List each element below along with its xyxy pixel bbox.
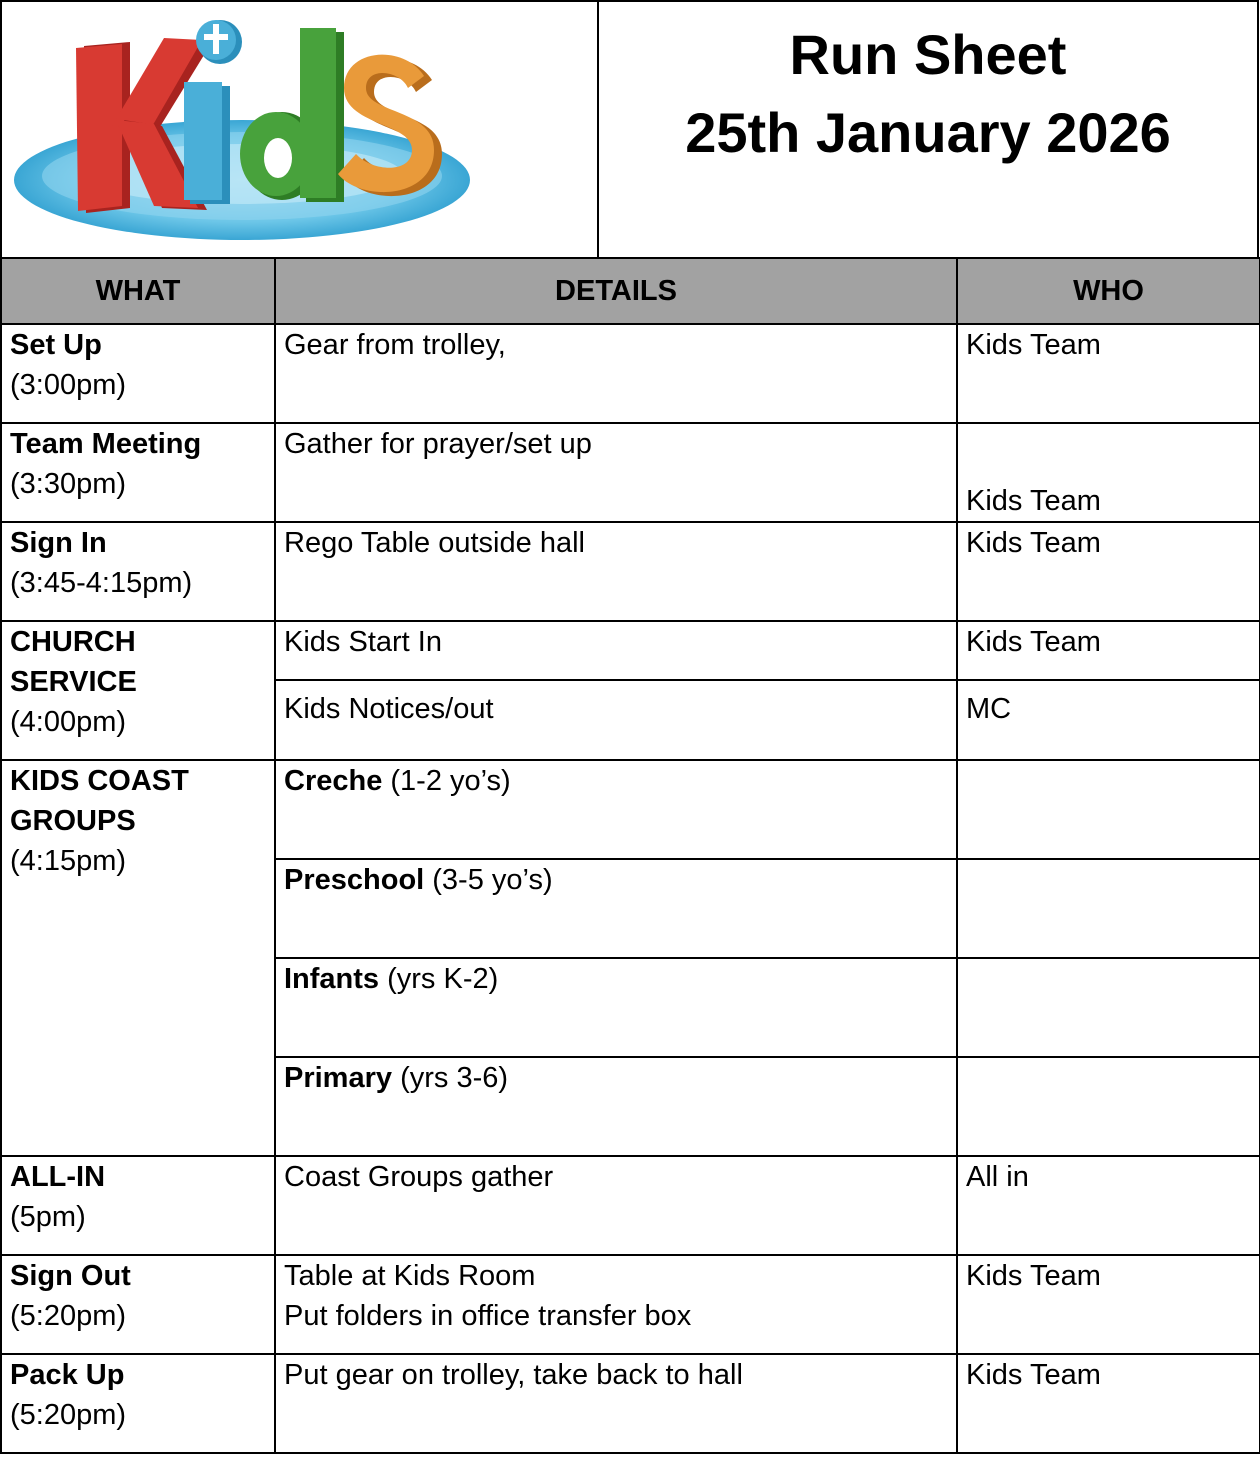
table-row [1, 1156, 1260, 1255]
what-cell [1, 324, 275, 423]
table-row [1, 423, 1260, 522]
what-cell [1, 522, 275, 621]
who-cell [957, 760, 1260, 859]
what-label: Sign Out [10, 1260, 131, 1292]
what-cell [1, 621, 275, 760]
who-cell: All in [957, 1156, 1260, 1255]
details-cell [275, 958, 957, 1057]
run-sheet-table [0, 257, 1260, 1454]
who-cell [957, 1057, 1260, 1156]
what-time: (5pm) [10, 1201, 86, 1233]
details-cell: Rego Table outside hall [275, 522, 957, 621]
group-ages: (1-2 yo’s) [382, 765, 511, 797]
group-ages: (yrs 3-6) [392, 1062, 509, 1094]
who-cell: Kids Team [957, 1255, 1260, 1354]
what-label: CHURCH [10, 626, 136, 658]
who-cell: Kids Team [957, 324, 1260, 423]
group-name: Primary [284, 1062, 393, 1094]
what-cell [1, 1354, 275, 1453]
details-cell: Kids Start In [275, 621, 957, 680]
what-cell [1, 1255, 275, 1354]
title-date: 25th January 2026 [685, 101, 1171, 164]
what-label: Set Up [10, 329, 102, 361]
table-row [1, 1255, 1260, 1354]
column-header-who: WHO [957, 258, 1260, 324]
group-name: Creche [284, 765, 383, 797]
table-row [1, 324, 1260, 423]
who-cell: MC [957, 680, 1260, 760]
what-time: (3:30pm) [10, 468, 127, 500]
table-row [1, 522, 1260, 621]
column-header-what: WHAT [1, 258, 275, 324]
what-cell [1, 760, 275, 1156]
who-cell: Kids Team [957, 522, 1260, 621]
what-time: (3:00pm) [10, 369, 127, 401]
who-cell [957, 958, 1260, 1057]
logo-cell [2, 2, 599, 258]
details-line: Put folders in office transfer box [284, 1300, 692, 1332]
group-ages: (3-5 yo’s) [424, 864, 553, 896]
table-header-row [1, 258, 1260, 324]
what-label: Sign In [10, 527, 107, 559]
what-time: (3:45-4:15pm) [10, 567, 193, 599]
kids-logo [12, 8, 492, 253]
who-cell: Kids Team [957, 423, 1260, 522]
details-cell: Kids Notices/out [275, 680, 957, 760]
group-name: Preschool [284, 864, 425, 896]
group-name: Infants [284, 963, 380, 995]
details-cell: Gather for prayer/set up [275, 423, 957, 522]
details-cell: Put gear on trolley, take back to hall [275, 1354, 957, 1453]
what-label: ALL-IN [10, 1161, 106, 1193]
what-cell [1, 1156, 275, 1255]
what-label: KIDS COAST [10, 765, 189, 797]
details-cell: Coast Groups gather [275, 1156, 957, 1255]
what-label: Team Meeting [10, 428, 202, 460]
details-cell [275, 1255, 957, 1354]
who-cell [957, 859, 1260, 958]
what-label: Pack Up [10, 1359, 125, 1391]
details-line: Table at Kids Room [284, 1260, 536, 1292]
who-cell: Kids Team [957, 1354, 1260, 1453]
table-row [1, 621, 1260, 680]
what-time: (4:00pm) [10, 706, 127, 738]
table-row [1, 1354, 1260, 1453]
what-time: (5:20pm) [10, 1300, 127, 1332]
what-time: (4:15pm) [10, 845, 127, 877]
what-cell [1, 423, 275, 522]
title-cell [599, 2, 1257, 258]
details-cell: Gear from trolley, [275, 324, 957, 423]
group-ages: (yrs K-2) [379, 963, 499, 995]
column-header-details: DETAILS [275, 258, 957, 324]
table-row [1, 760, 1260, 859]
details-cell [275, 1057, 957, 1156]
header-block [0, 0, 1259, 258]
what-label: GROUPS [10, 805, 136, 837]
what-time: (5:20pm) [10, 1399, 127, 1431]
what-label: SERVICE [10, 666, 137, 698]
title-run-sheet: Run Sheet [789, 23, 1067, 86]
details-cell [275, 760, 957, 859]
who-cell: Kids Team [957, 621, 1260, 680]
details-cell [275, 859, 957, 958]
